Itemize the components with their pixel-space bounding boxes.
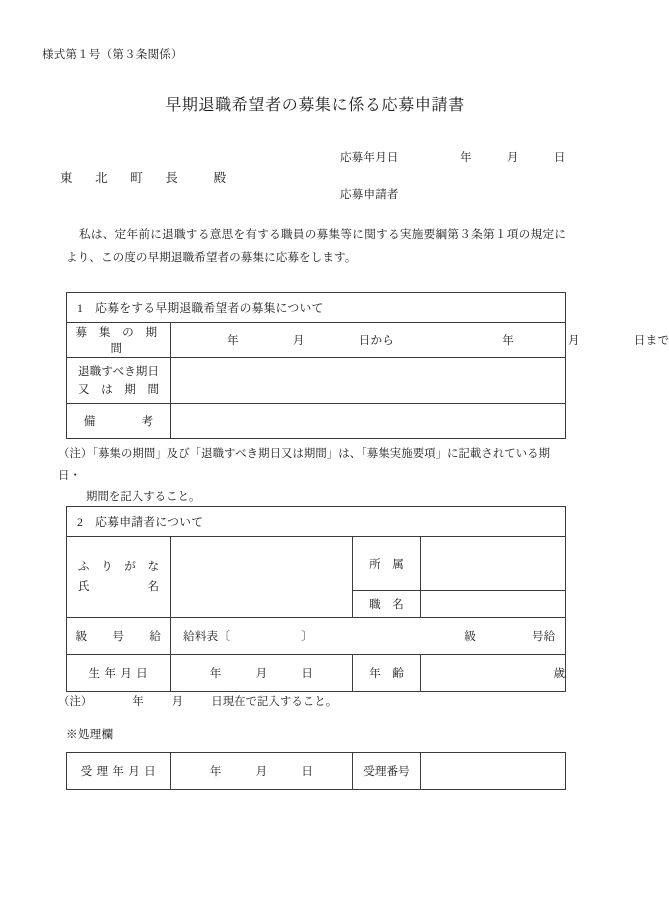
retirement-date-value[interactable] <box>171 358 566 404</box>
age-value[interactable]: 歳 <box>421 655 566 692</box>
birth-day: 日 <box>301 667 314 680</box>
grade-value[interactable] <box>171 618 566 655</box>
grade-unit: 級 <box>464 630 476 643</box>
grade-number-unit: 号給 <box>531 630 556 643</box>
table-row <box>67 323 566 358</box>
processing-table <box>66 752 566 790</box>
section2-note-year: 年 <box>132 696 144 708</box>
section2-note-rest: 日現在で記入すること。 <box>211 696 338 708</box>
receipt-number-label: 受理番号 <box>353 753 421 790</box>
birthdate-label: 生 年 月 日 <box>67 655 171 692</box>
birth-month: 月 <box>255 667 268 680</box>
period-from-month: 月 <box>292 334 305 347</box>
form-number: 様式第１号（第３条関係） <box>42 49 183 61</box>
receipt-date-label: 受 理 年 月 日 <box>67 753 171 790</box>
table-row <box>67 404 566 439</box>
receipt-date-value[interactable] <box>171 753 353 790</box>
grade-label: 級 号 給 <box>67 618 171 655</box>
birthdate-value-line <box>171 665 352 681</box>
position-label: 職 名 <box>353 591 421 618</box>
furigana-label: ふ り が な <box>77 559 160 573</box>
position-value[interactable] <box>421 591 566 618</box>
table-row <box>67 537 566 591</box>
retirement-date-label-line1: 退職すべき期日 <box>78 364 159 378</box>
application-date-label: 応募年月日 <box>340 152 399 164</box>
table-row <box>67 507 566 537</box>
receipt-number-value[interactable] <box>421 753 566 790</box>
receipt-day: 日 <box>301 765 314 778</box>
section1-note-line1: （注）「募集の期間」及び「退職すべき期日又は期間」は、「募集実施要項」に記載されている期日・ <box>58 448 551 482</box>
section2-table <box>66 506 566 692</box>
applicant-name-value[interactable] <box>171 537 353 618</box>
section1-note <box>58 444 570 509</box>
period-to-year: 年 <box>502 334 514 347</box>
body-line-1: 私は、定年前に退職する意思を有する職員の募集等に関する実施要綱第３条第１項の規定により、 <box>66 228 566 264</box>
section2-note-prefix: （注） <box>58 696 93 708</box>
receipt-date-value-line <box>171 763 352 779</box>
section1-note-line2: 期間を記入すること。 <box>86 491 201 504</box>
recruitment-period-value[interactable] <box>171 323 669 358</box>
table-row <box>67 753 566 790</box>
period-to-day: 日まで <box>633 334 669 347</box>
remarks-value[interactable] <box>171 404 566 439</box>
affiliation-label: 所 属 <box>353 537 421 591</box>
table-row <box>67 358 566 404</box>
period-from-year: 年 <box>227 334 239 347</box>
receipt-year: 年 <box>209 765 222 778</box>
birthdate-value[interactable] <box>171 655 353 692</box>
body-line-2: この度の早期退職希望者の募集に応募をします。 <box>100 250 357 264</box>
affiliation-value[interactable] <box>421 537 566 591</box>
table-row <box>67 293 566 323</box>
section2-note-month: 月 <box>171 696 184 708</box>
salary-table-text: 給料表〔 〕 <box>183 630 314 643</box>
addressee-honorific: 殿 <box>213 171 227 185</box>
addressee-name: 東 北 町 長 <box>60 171 188 185</box>
application-date-value: 年 月 日 <box>460 152 566 164</box>
table-row <box>67 618 566 655</box>
section2-heading: 2 応募申請者について <box>67 507 566 537</box>
receipt-month: 月 <box>255 765 268 778</box>
recruitment-period-value-line <box>171 332 669 348</box>
grade-units <box>464 628 565 644</box>
page-title: 早期退職希望者の募集に係る応募申請書 <box>165 97 465 114</box>
section1-table <box>66 292 669 439</box>
birth-year: 年 <box>209 667 222 680</box>
applicant-label: 応募申請者 <box>340 189 399 201</box>
recruitment-period-label: 募 集 の 期 間 <box>67 323 171 358</box>
applicant-name-label <box>67 537 171 618</box>
period-from-day: 日から <box>358 334 395 347</box>
period-to-month: 月 <box>567 334 580 347</box>
age-label: 年 齢 <box>353 655 421 692</box>
section1-heading: 1 応募をする早期退職希望者の募集について <box>67 293 566 323</box>
retirement-date-label-line2: 又 は 期 間 <box>77 382 160 396</box>
processing-section-heading: ※処理欄 <box>66 728 114 741</box>
section2-note <box>58 692 488 714</box>
remarks-label: 備 考 <box>67 404 171 439</box>
addressee <box>60 168 226 186</box>
name-label: 氏 名 <box>77 580 160 593</box>
table-row <box>67 655 566 692</box>
retirement-date-label <box>67 358 171 404</box>
body-paragraph <box>66 224 566 269</box>
